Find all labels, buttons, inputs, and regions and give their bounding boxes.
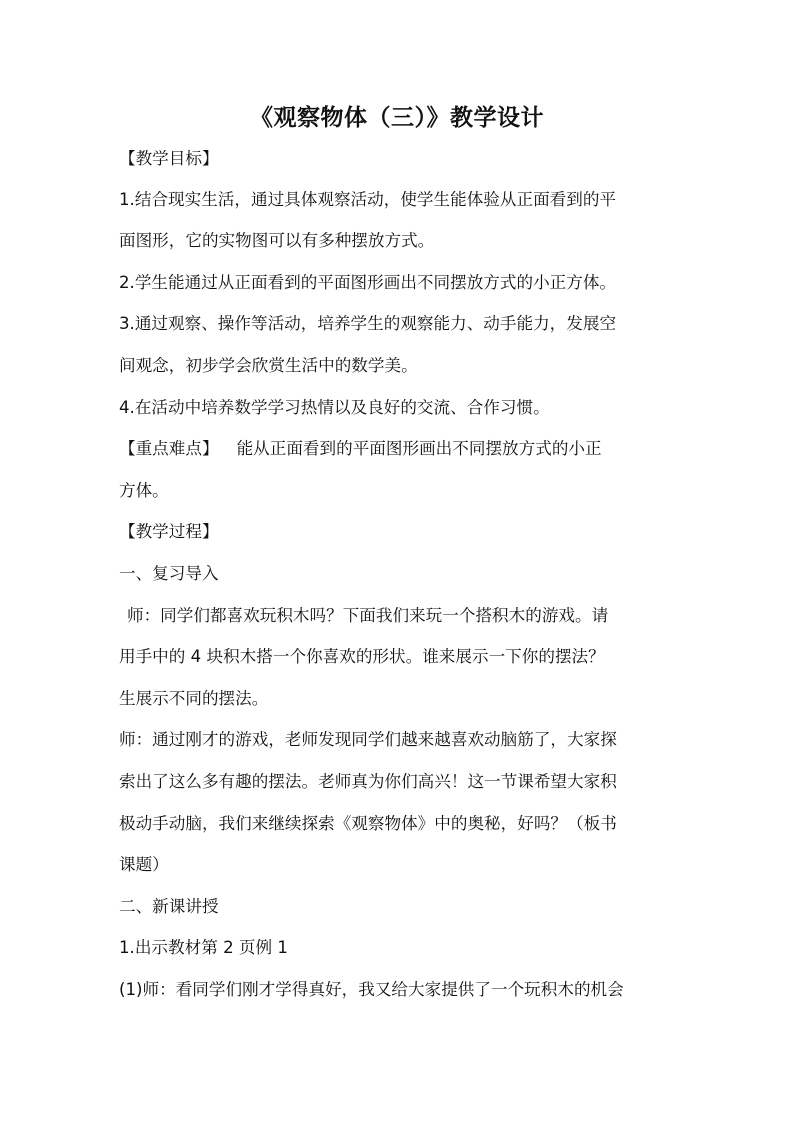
section-heading-key-difficulty: 【重点难点】 (119, 439, 219, 458)
key-difficulty-line-1 (119, 437, 679, 461)
review-line-3: 生展示不同的摆法。 (119, 689, 269, 708)
key-difficulty-line-2: 方体。 (119, 481, 169, 500)
goal-3-line-1: 3.通过观察、操作等活动，培养学生的观察能力、动手能力，发展空 (119, 314, 617, 333)
goal-1-line-1: 1.结合现实生活，通过具体观察活动，使学生能体验从正面看到的平 (119, 190, 617, 209)
teacher-line-1: 师：通过刚才的游戏，老师发现同学们越来越喜欢动脑筋了，大家探 (119, 730, 617, 749)
key-difficulty-text: 能从正面看到的平面图形画出不同摆放方式的小正 (236, 439, 602, 458)
document-title: 《观察物体（三）》教学设计 (250, 104, 544, 131)
teacher-line-3: 极动手动脑，我们来继续探索《观察物体》中的奥秘，好吗？（板书 (119, 814, 617, 833)
part-1-heading: 一、复习导入 (119, 564, 219, 583)
section-heading-teaching-goals: 【教学目标】 (119, 149, 219, 168)
review-text-1: 师：同学们都喜欢玩积木吗？下面我们来玩一个搭积木的游戏。请 (127, 606, 609, 625)
teacher-line-4: 课题） (119, 855, 169, 874)
goal-1-line-2: 面图形，它的实物图可以有多种摆放方式。 (119, 231, 435, 250)
goal-3-line-2: 间观念，初步学会欣赏生活中的数学美。 (119, 356, 418, 375)
example-step-1: (1)师：看同学们刚才学得真好，我又给大家提供了一个玩积木的机会 (119, 980, 624, 999)
review-line-1 (119, 604, 679, 628)
goal-4: 4.在活动中培养数学学习热情以及良好的交流、合作习惯。 (119, 398, 550, 417)
section-heading-teaching-process: 【教学过程】 (119, 522, 219, 541)
review-line-2: 用手中的 4 块积木搭一个你喜欢的形状。谁来展示一下你的摆法？ (119, 647, 605, 666)
part-2-heading: 二、新课讲授 (119, 897, 219, 916)
example-heading: 1.出示教材第 2 页例 1 (119, 938, 288, 957)
teacher-line-2: 索出了这么多有趣的摆法。老师真为你们高兴！这一节课希望大家积 (119, 772, 617, 791)
goal-2: 2.学生能通过从正面看到的平面图形画出不同摆放方式的小正方体。 (119, 273, 617, 292)
